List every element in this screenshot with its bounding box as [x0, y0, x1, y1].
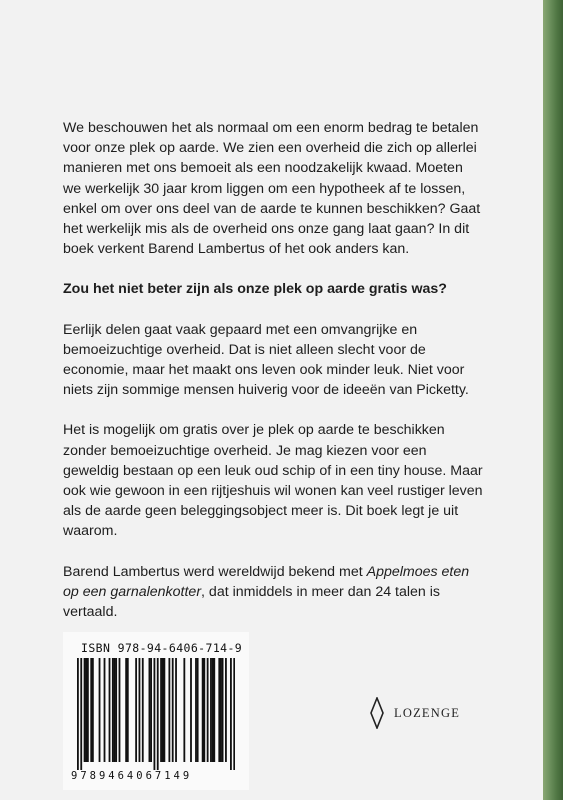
barcode-bar [114, 658, 116, 762]
barcode-bar [160, 658, 162, 762]
barcode-bar [225, 658, 227, 762]
barcode-bar [112, 658, 114, 762]
barcode-bar [212, 658, 214, 762]
barcode-bar [84, 658, 86, 762]
barcode-bar [149, 658, 151, 762]
barcode-bar [87, 658, 89, 762]
barcode-guard-bar [80, 658, 82, 770]
barcode-bars [77, 658, 235, 770]
blurb-question: Zou het niet beter zijn als onze plek op aarde gratis was? [63, 281, 447, 298]
barcode-bar [168, 658, 170, 762]
barcode-bar [150, 658, 152, 762]
publisher-logo [370, 694, 460, 732]
blurb-paragraph-1: We beschouwen het als normaal om een enorm bedrag te betalen voor onze plek op aarde. We zien een overheid die zich op allerlei manieren met ons bemoeit als een noodzakelijk kwaad. Moeten we werkelijk 30 jaar krom liggen om een hypotheek af te lossen, enkel om over ons deel van de aarde te kunnen beschikken? Gaat het werkelijk mis als de overheid ons onze gang laat gaan? In dit boek verkent Barend Lambertus of het ook anders kan. [63, 120, 481, 258]
barcode-bar [125, 658, 127, 762]
author-bio-outro: , dat inmiddels in meer dan 24 talen is vertaald. [63, 583, 441, 621]
barcode-guard-bar [154, 658, 156, 770]
barcode-bar [104, 658, 106, 762]
isbn-barcode [63, 632, 249, 790]
barcode-bar [99, 658, 101, 762]
barcode-bar [90, 658, 92, 762]
barcode-bar [207, 658, 209, 762]
barcode-guard-bar [230, 658, 232, 770]
barcode-bar [142, 658, 144, 762]
isbn-label: ISBN 978-94-6406-714-9 [81, 641, 243, 655]
spine-edge [543, 0, 563, 800]
lozenge-icon [370, 697, 384, 729]
author-bio [63, 562, 483, 623]
barcode-guard-bar [77, 658, 79, 770]
barcode-bar [202, 658, 204, 762]
barcode-bar [115, 658, 117, 762]
barcode-digits: 9789464067149 [71, 770, 193, 782]
barcode-bar [135, 658, 137, 762]
blurb-paragraph-3: Het is mogelijk om gratis over je plek op aarde te beschikken zonder bemoeizuchtige overheid. Je mag kiezen voor een geweldig bestaan op een leuk oud schip of in een tiny house. Maar ook wie gewoon in een rijtjeshuis wil wonen kan veel rustiger leven als de aarde geen beleggingsobject meer is. Dit boek legt je uit waarom. [63, 422, 483, 540]
barcode-bar [183, 658, 185, 762]
barcode-bar [213, 658, 215, 762]
barcode-bar [220, 658, 222, 762]
author-bio-intro: Barend Lambertus werd wereldwijd bekend met [63, 563, 367, 580]
barcode-bar [127, 658, 129, 762]
barcode-bar [175, 658, 177, 762]
barcode-bar [222, 658, 224, 762]
barcode-bar [190, 658, 192, 762]
barcode-bar [203, 658, 205, 762]
barcode-guard-bar [233, 658, 235, 770]
barcode-bar [162, 658, 164, 762]
barcode-bar [210, 658, 212, 762]
barcode-bar [119, 658, 121, 762]
barcode-bar [109, 658, 111, 762]
barcode-bar [197, 658, 199, 762]
barcode-bar [172, 658, 174, 762]
blurb-text [63, 118, 483, 642]
barcode-bar [139, 658, 141, 762]
barcode-bar [85, 658, 87, 762]
previous-book-title: Appelmoes eten op een garnalenkotter [63, 563, 470, 600]
blurb-paragraph-2: Eerlijk delen gaat vaak gepaard met een omvangrijke en bemoeizuchtige overheid. Dat is niet alleen slecht voor de economie, maar het maakt ons leven ook minder leuk. Niet voor niets zijn sommige mensen huiverig voor de ideeën van Picketty. [63, 321, 469, 399]
publisher-name: LOZENGE [394, 705, 461, 720]
barcode-bar [163, 658, 165, 762]
barcode-guard-bar [157, 658, 159, 770]
barcode-bar [195, 658, 197, 762]
barcode-bar [92, 658, 94, 762]
barcode-bar [218, 658, 220, 762]
